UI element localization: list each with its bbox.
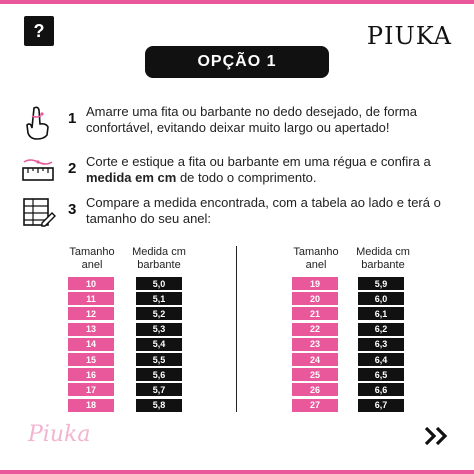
bottom-accent-bar bbox=[0, 470, 474, 474]
column-header-measure: Medida cm barbante bbox=[132, 246, 186, 271]
measure-cm-cell: 6,0 bbox=[358, 292, 404, 305]
ring-size-cell: 17 bbox=[68, 383, 114, 396]
step-number: 1 bbox=[68, 110, 77, 127]
brand-logo bbox=[367, 22, 452, 50]
ring-size-cell: 16 bbox=[68, 368, 114, 381]
step-text bbox=[86, 154, 456, 186]
column-header-measure: Medida cm barbante bbox=[356, 246, 410, 271]
measure-cm-cell: 6,1 bbox=[358, 307, 404, 320]
column-header-size: Tamanho anel bbox=[293, 246, 339, 271]
finger-ribbon-icon bbox=[20, 104, 56, 140]
step-3 bbox=[20, 195, 460, 231]
ring-size-cell: 23 bbox=[292, 338, 338, 351]
column-header-size: Tamanho anel bbox=[69, 246, 115, 271]
ring-size-cell: 15 bbox=[68, 353, 114, 366]
measure-cm-cell: 6,5 bbox=[358, 368, 404, 381]
ring-size-cell: 18 bbox=[68, 399, 114, 412]
ring-size-cell: 21 bbox=[292, 307, 338, 320]
measure-cm-cell: 5,6 bbox=[136, 368, 182, 381]
step-text-bold: medida em cm bbox=[86, 170, 177, 185]
measure-cm-cell: 5,0 bbox=[136, 277, 182, 290]
measure-cm-cell: 5,5 bbox=[136, 353, 182, 366]
step-1 bbox=[20, 104, 460, 140]
measure-cm-cell: 6,4 bbox=[358, 353, 404, 366]
ring-size-cell: 22 bbox=[292, 323, 338, 336]
measure-cm-cell: 5,2 bbox=[136, 307, 182, 320]
measure-cm-cell: 6,2 bbox=[358, 323, 404, 336]
step-text: Compare a medida encontrada, com a tabela ao lado e terá o tamanho do seu anel: bbox=[86, 195, 441, 226]
measure-cm-cell: 5,8 bbox=[136, 399, 182, 412]
measure-cm-cell: 5,7 bbox=[136, 383, 182, 396]
brand-signature: Piuka bbox=[28, 422, 91, 447]
ruler-ribbon-icon bbox=[20, 154, 56, 190]
top-accent-bar bbox=[0, 0, 474, 4]
measure-cm-cell: 6,3 bbox=[358, 338, 404, 351]
ring-size-cell: 20 bbox=[292, 292, 338, 305]
measure-cm-cell: 6,7 bbox=[358, 399, 404, 412]
ring-size-cell: 19 bbox=[292, 277, 338, 290]
measure-cm-cell: 5,4 bbox=[136, 338, 182, 351]
ring-size-cell: 13 bbox=[68, 323, 114, 336]
help-button[interactable]: ? bbox=[24, 16, 54, 46]
table-divider bbox=[236, 246, 237, 412]
step-text: Amarre uma fita ou barbante no dedo desejado, de forma confortável, evitando deixar muito largo ou apertado! bbox=[86, 104, 417, 135]
step-2 bbox=[20, 154, 460, 190]
measure-cm-cell: 5,3 bbox=[136, 323, 182, 336]
double-chevron-right-icon[interactable] bbox=[424, 426, 450, 446]
ring-size-cell: 11 bbox=[68, 292, 114, 305]
ring-size-cell: 27 bbox=[292, 399, 338, 412]
step-number: 2 bbox=[68, 160, 77, 177]
step-text-part: de todo o comprimento. bbox=[176, 170, 317, 185]
table-edit-icon bbox=[20, 195, 56, 231]
ring-size-cell: 12 bbox=[68, 307, 114, 320]
step-number: 3 bbox=[68, 201, 77, 218]
ring-size-cell: 10 bbox=[68, 277, 114, 290]
ring-size-cell: 25 bbox=[292, 368, 338, 381]
measure-cm-cell: 5,9 bbox=[358, 277, 404, 290]
ring-size-cell: 26 bbox=[292, 383, 338, 396]
step-text-part: Corte e estique a fita ou barbante em uma régua e confira a bbox=[86, 154, 431, 169]
ring-size-cell: 24 bbox=[292, 353, 338, 366]
measure-cm-cell: 6,6 bbox=[358, 383, 404, 396]
page-title: OPÇÃO 1 bbox=[145, 46, 329, 78]
brand-name: PIUKA bbox=[366, 22, 452, 50]
ring-size-cell: 14 bbox=[68, 338, 114, 351]
measure-cm-cell: 5,1 bbox=[136, 292, 182, 305]
